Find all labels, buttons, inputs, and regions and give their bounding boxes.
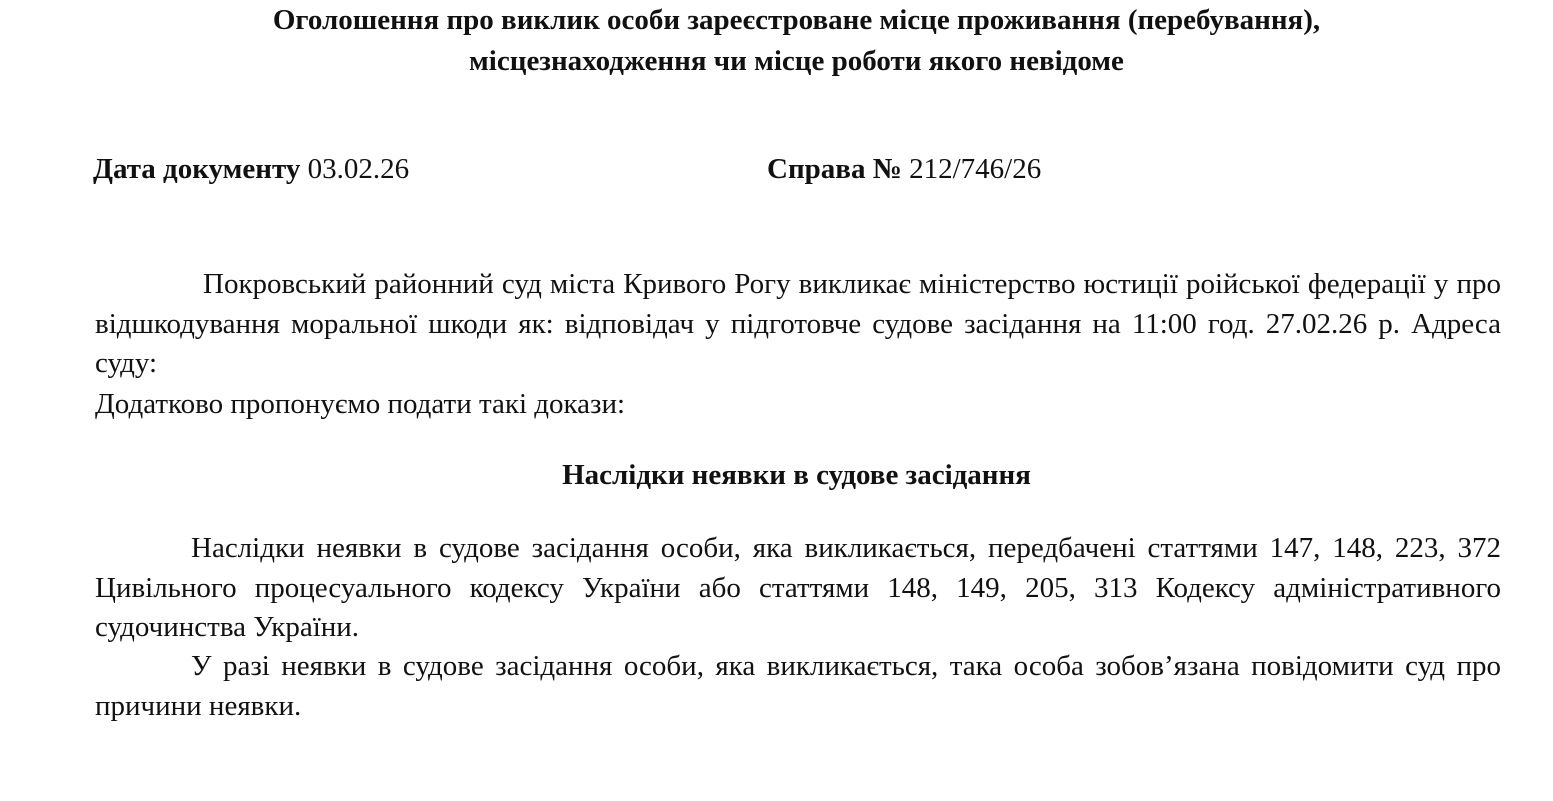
consequences-heading: Наслідки неявки в судове засідання <box>562 459 1031 491</box>
case-number <box>767 149 1041 189</box>
document-date-value: 03.02.26 <box>307 153 410 185</box>
document-date <box>93 149 409 189</box>
case-number-label: Справа № <box>767 153 902 185</box>
notice-title-line-2: місцезнаходження чи місце роботи якого невідоме <box>469 45 1124 77</box>
summons-paragraph: Покровський районний суд міста Кривого Рогу викликає міністерство юстиції роійської федерації у про відшкодування моральної шкоди як: відповідач у підготовче судове засідання на 11:00 год. 27.02.26 р. Адреса суду: <box>95 268 1501 379</box>
notify-paragraph: У разі неявки в судове засідання особи, яка викликається, така особа зобов’язана повідомити суд про причини неявки. <box>95 650 1501 722</box>
consequences-paragraph: Наслідки неявки в судове засідання особи, яка викликається, передбачені статтями 147, 148, 223, 372 Цивільного процесуального кодексу України або статтями 148, 149, 205, 313 Кодексу адміністративного судочинства України. <box>95 532 1501 643</box>
document-date-label: Дата документу <box>93 153 301 185</box>
case-number-value: 212/746/26 <box>909 153 1042 185</box>
evidence-paragraph: Додатково пропонуємо подати такі докази: <box>95 388 626 420</box>
notice-title-line-1: Оголошення про виклик особи зареєстроване місце проживання (перебування), <box>272 4 1321 36</box>
notice-title <box>0 0 1553 82</box>
